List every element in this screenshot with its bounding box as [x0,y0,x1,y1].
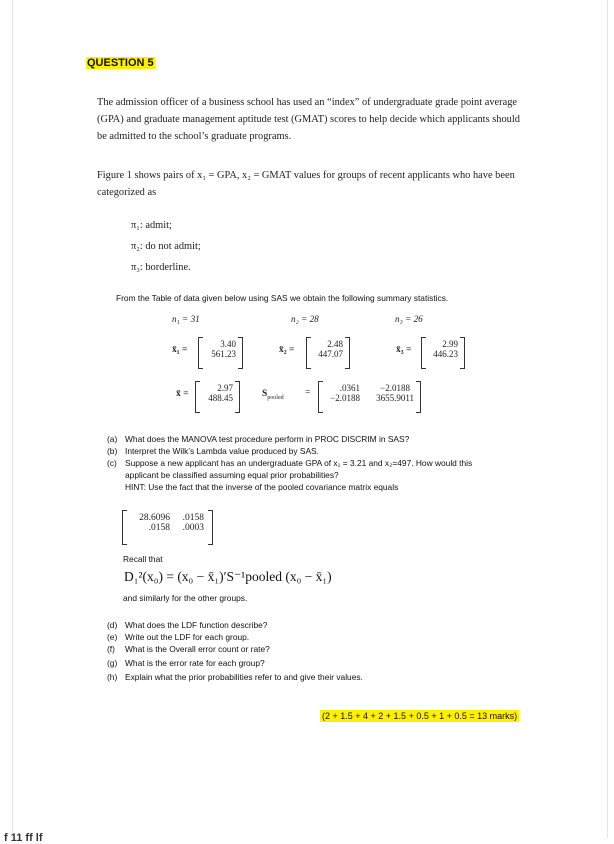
question-item: (g) What is the error rate for each group? [107,658,265,668]
matrix-cell: .0158 [182,513,204,523]
recall-text: Recall that [123,554,163,564]
mean-1-gmat: 561.23 [211,349,236,359]
question-item: (d) What does the LDF function describe? [107,620,268,630]
mean-2-gpa: 2.48 [327,339,343,349]
category-admit: π₁: admit; [131,220,172,231]
similarly-text: and similarly for the other groups. [123,593,248,603]
question-item: (c) Suppose a new applicant has an undergraduate GPA of x₁ = 3.21 and x₂=497. How would this [107,458,473,468]
mean-3-gpa: 2.99 [442,339,458,349]
footer-fragment: f 11 ff lf [4,832,43,844]
table-intro: From the Table of data given below using SAS we obtain the following summary statistics. [116,293,449,303]
mean-vector-3 [426,339,458,359]
overall-mean-label: x̄ = [176,389,189,399]
figure-line: categorized as [97,187,157,198]
hint-text: HINT: Use the fact that the inverse of the pooled covariance matrix equals [125,482,399,492]
matrix-cell: 28.6096 [139,513,170,523]
question-item: (e) Write out the LDF for each group. [107,632,250,642]
mean-1-gpa: 3.40 [220,339,236,349]
pooled-label: $S_{pooled}$ [262,389,284,401]
bracket-right [345,337,350,369]
inverse-pooled-matrix [126,513,206,533]
overall-mean-vector [201,383,233,403]
matrix-row [322,393,414,403]
category-borderline: π₃: borderline. [131,262,191,273]
distance-formula: D₁²(x₀) = (x₀ − x̄₁)′S⁻¹pooled (x₀ − x̄₁) [124,569,332,584]
bracket-right [238,337,243,369]
bracket-right [208,510,213,545]
matrix-cell: −2.0188 [330,393,360,403]
matrix-cell: .0158 [148,523,170,533]
question-item: (b) Interpret the Wilk’s Lambda value produced by SAS. [107,446,319,456]
sample-size-3: n₃ = 26 [395,314,423,324]
sample-size-2: n₂ = 28 [291,314,319,324]
pooled-equals: = [305,388,311,398]
sample-size-1: n₁ = 31 [172,314,200,324]
figure-line: Figure 1 shows pairs of x₁ = GPA, x₂ = GMAT values for groups of recent applicants who have been [97,170,515,181]
overall-mean-gmat: 488.45 [208,393,233,403]
question-item: (h) Explain what the prior probabilities refer to and give their values. [107,672,363,682]
category-not-admit: π₂: do not admit; [131,241,201,252]
mean-label-1: x̄₁ = [172,345,188,355]
bracket-left [198,337,203,369]
question-item: (f) What is the Overall error count or rate? [107,644,270,654]
pooled-covariance-matrix [322,383,414,403]
mean-3-gmat: 446.23 [433,349,458,359]
matrix-row [322,383,414,393]
matrix-row [126,513,206,523]
mean-2-gmat: 447.07 [318,349,343,359]
bracket-right [235,381,240,413]
intro-paragraph [97,94,520,145]
bracket-left [195,381,200,413]
figure-paragraph [97,167,515,201]
mean-vector-2 [311,339,343,359]
matrix-cell: .0361 [339,383,360,393]
mean-label-3: x̄₃ = [396,345,412,355]
matrix-row [126,523,206,533]
marks-summary: (2 + 1.5 + 4 + 2 + 1.5 + 0.5 + 1 + 0.5 = 13 marks) [322,711,518,721]
matrix-cell: .0003 [182,523,204,533]
question-title: QUESTION 5 [87,57,154,69]
intro-line: The admission officer of a business school has used an “index” of undergraduate grade point average [97,97,518,108]
mean-label-2: x̄₂ = [279,345,295,355]
question-item: (a) What does the MANOVA test procedure perform in PROC DISCRIM in SAS? [107,434,410,444]
matrix-cell: −2.0188 [380,383,410,393]
bracket-right [416,381,421,413]
intro-line: be admitted to the school’s graduate programs. [97,131,292,142]
overall-mean-gpa: 2.97 [217,383,233,393]
intro-line: (GPA) and graduate management aptitude test (GMAT) scores to help decide which applicants should [97,114,520,125]
mean-vector-1 [204,339,236,359]
matrix-cell: 3655.9011 [376,393,414,403]
bracket-right [460,337,465,369]
question-c-continuation: applicant be classified assuming equal prior probabilities? [125,470,339,480]
